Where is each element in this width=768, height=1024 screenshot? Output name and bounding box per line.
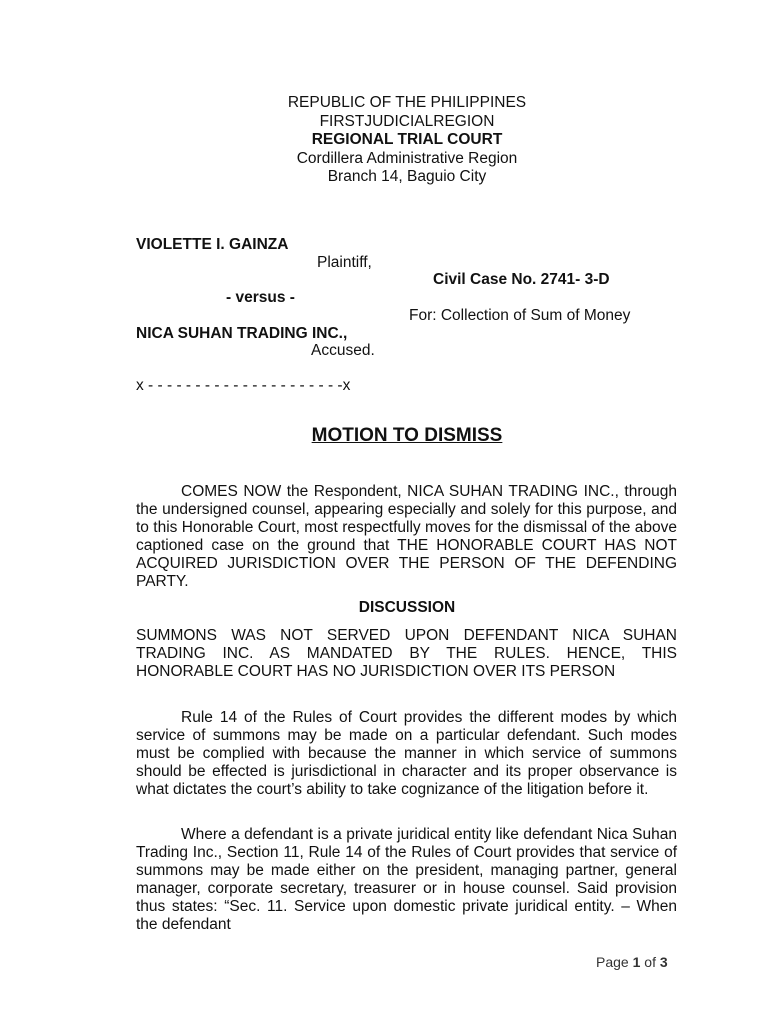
of-word: of [644, 954, 656, 970]
page-current: 1 [632, 954, 641, 970]
header-branch: Branch 14, Baguio City [327, 168, 487, 185]
page-total: 3 [659, 954, 668, 970]
header-court: REGIONAL TRIAL COURT [311, 131, 503, 148]
case-nature: For: Collection of Sum of Money [409, 307, 631, 324]
defendant-name: NICA SUHAN TRADING INC., [136, 325, 348, 342]
caption-separator: x - - - - - - - - - - - - - - - - - - - - -x [136, 377, 351, 394]
plaintiff-role: Plaintiff, [317, 254, 372, 271]
header-region: FIRSTJUDICIALREGION [319, 112, 495, 130]
rule14-paragraph: Rule 14 of the Rules of Court provides the different modes by which service of summons may be made on a particular defendant. Such modes must be complied with because the manner in which service of summons should be effected is jurisdictional in character and its proper observance is what dictates the court’s ability to take cognizance of the litigation before it. [136, 709, 677, 798]
court-header [0, 94, 768, 187]
discussion-heading: DISCUSSION [358, 599, 456, 616]
case-number: Civil Case No. 2741- 3-D [433, 271, 610, 288]
page-word: Page [596, 954, 629, 970]
defendant-role: Accused. [311, 342, 375, 359]
page-number-footer [596, 954, 668, 970]
motion-title: MOTION TO DISMISS [311, 425, 503, 446]
discussion-subheading: SUMMONS WAS NOT SERVED UPON DEFENDANT NICA SUHAN TRADING INC. AS MANDATED BY THE RULES. HENCE, THIS HONORABLE COURT HAS NO JURISDICTION OVER ITS PERSON [136, 627, 677, 680]
intro-paragraph: COMES NOW the Respondent, NICA SUHAN TRADING INC., through the undersigned counsel, appearing especially and solely for this purpose, and to this Honorable Court, most respectfully moves for the dismissal of the above captioned case on the ground that THE HONORABLE COURT HAS NOT ACQUIRED JURISDICTION OVER THE PERSON OF THE DEFENDING PARTY. [136, 483, 677, 590]
plaintiff-name: VIOLETTE I. GAINZA [136, 236, 289, 253]
header-republic: REPUBLIC OF THE PHILIPPINES [287, 94, 527, 111]
header-administrative-region: Cordillera Administrative Region [296, 149, 518, 167]
versus-label: - versus - [226, 289, 295, 306]
section11-paragraph: Where a defendant is a private juridical entity like defendant Nica Suhan Trading Inc., Section 11, Rule 14 of the Rules of Court provides that service of summons may be made either on the president, managing partner, general manager, corporate secretary, treasurer or in house counsel. Said provision thus states: “Sec. 11. Service upon domestic private juridical entity. – When the defendant [136, 826, 677, 933]
